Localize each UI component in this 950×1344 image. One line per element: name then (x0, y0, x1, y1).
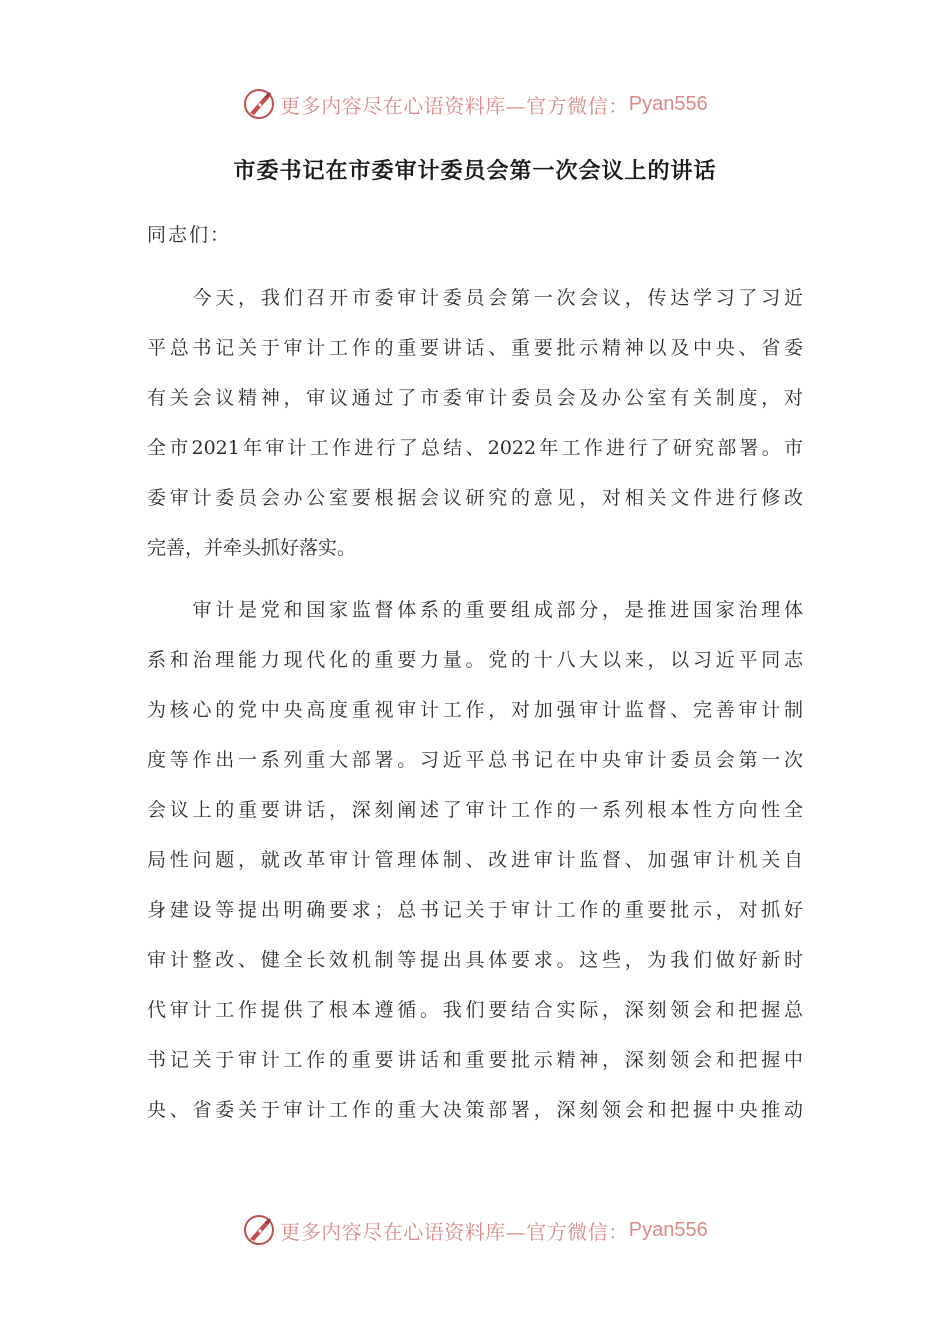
text-line: 会议上的重要讲话，深刻阐述了审计工作的一系列根本性方向性全 (147, 799, 803, 821)
watermark-text: 更多内容尽在心语资料库—官方微信： (280, 1219, 629, 1244)
text-line: 身建设等提出明确要求；总书记关于审计工作的重要批示，对抓好 (147, 899, 803, 921)
text-line: 今天，我们召开市委审计委员会第一次会议，传达学习了习近 (147, 287, 803, 309)
pen-nib-logo-icon (242, 1213, 276, 1247)
text-line: 为核心的党中央高度重视审计工作，对加强审计监督、完善审计制 (147, 699, 803, 721)
watermark-wechat-id: Pyan556 (628, 92, 708, 115)
text-line: 平总书记关于审计工作的重要讲话、重要批示精神以及中央、省委 (147, 337, 803, 359)
text-line: 书记关于审计工作的重要讲话和重要批示精神，深刻领会和把握中 (147, 1049, 803, 1071)
salutation: 同志们： (147, 224, 232, 246)
text-line: 代审计工作提供了根本遵循。我们要结合实际，深刻领会和把握总 (147, 999, 803, 1021)
watermark-wechat-id: Pyan556 (628, 1218, 708, 1241)
pen-nib-logo-icon (242, 87, 276, 121)
text-line: 度等作出一系列重大部署。习近平总书记在中央审计委员会第一次 (147, 749, 803, 771)
text-line: 有关会议精神，审议通过了市委审计委员会及办公室有关制度，对 (147, 387, 803, 409)
document-title: 市委书记在市委审计委员会第一次会议上的讲话 (233, 159, 717, 184)
text-line: 完善，并牵头抓好落实。 (147, 537, 357, 559)
text-line: 委审计委员会办公室要根据会议研究的意见，对相关文件进行修改 (147, 487, 803, 509)
paragraph-1 (147, 273, 803, 573)
watermark-text: 更多内容尽在心语资料库—官方微信： (280, 93, 629, 118)
text-line: 系和治理能力现代化的重要力量。党的十八大以来，以习近平同志 (147, 649, 803, 671)
text-line: 审计整改、健全长效机制等提出具体要求。这些，为我们做好新时 (147, 949, 803, 971)
text-line: 审计是党和国家监督体系的重要组成部分，是推进国家治理体 (147, 599, 803, 621)
text-line: 央、省委关于审计工作的重大决策部署，深刻领会和把握中央推动 (147, 1099, 803, 1121)
footer-watermark-banner (0, 1208, 950, 1252)
paragraph-2 (147, 585, 803, 1135)
text-line: 全市2021年审计工作进行了总结、2022年工作进行了研究部署。市 (147, 437, 803, 459)
header-watermark-banner (0, 82, 950, 126)
text-line: 局性问题，就改革审计管理体制、改进审计监督、加强审计机关自 (147, 849, 803, 871)
